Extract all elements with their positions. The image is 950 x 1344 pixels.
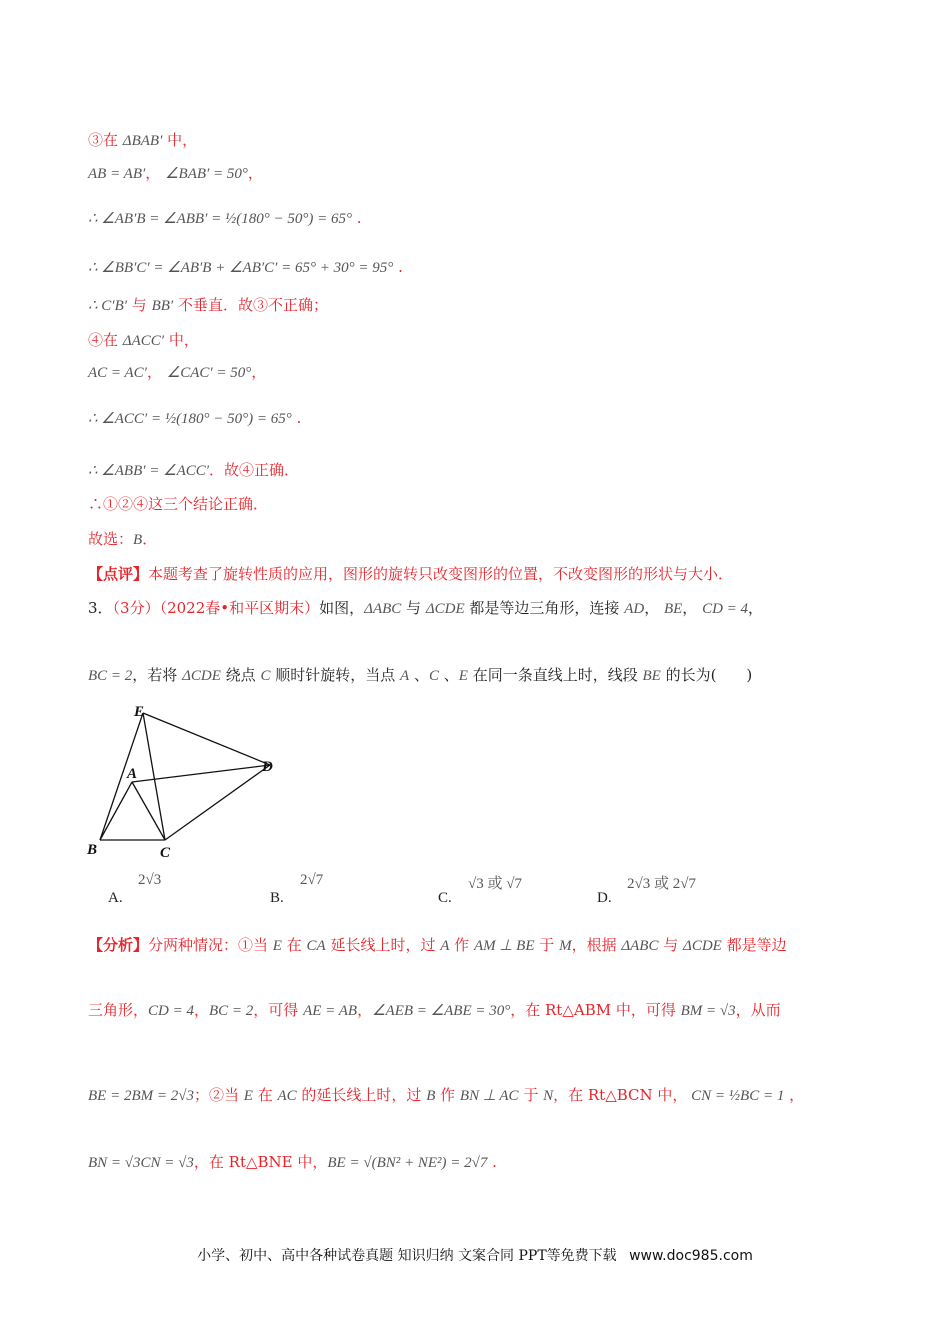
text-segment: 都是等边 xyxy=(721,936,787,954)
text-line xyxy=(88,208,362,229)
text-segment: ．故④正确． xyxy=(209,461,300,479)
math-expression: M xyxy=(559,938,572,954)
text-segment: 在同一条直线上时，线段 xyxy=(467,666,643,684)
math-expression: A xyxy=(440,938,450,954)
text-segment: 不垂直．故③不正确； xyxy=(173,296,328,314)
text-segment: ，可得 xyxy=(253,1001,304,1019)
math-expression: AE = AB xyxy=(303,1003,358,1019)
text-segment: ，在 Rt△BNE 中， xyxy=(193,1153,328,1171)
text-segment: 绕点 xyxy=(220,666,261,684)
label-A: A xyxy=(127,766,138,782)
segment-AB xyxy=(100,782,132,840)
text-segment: ． xyxy=(142,530,158,548)
text-segment: ④在 xyxy=(88,331,123,349)
text-line xyxy=(88,598,763,619)
text-segment: ，若将 xyxy=(132,666,183,684)
text-segment: 于 xyxy=(534,936,560,954)
footer xyxy=(0,1245,950,1265)
text-line xyxy=(88,564,733,584)
text-line xyxy=(88,257,403,278)
math-expression: CD = 4 xyxy=(702,601,749,617)
text-line xyxy=(88,130,197,151)
geometry-figure xyxy=(82,700,282,865)
text-segment: ，在 Rt△BCN 中， xyxy=(553,1086,688,1104)
math-expression: ∴ ∠BB′C′ = ∠AB′B + ∠AB′C′ = 65° + 30° = 95° xyxy=(88,260,394,276)
footer-text: 小学、初中、高中各种试卷真题 知识归纳 文案合同 PPT等免费下载 xyxy=(197,1248,617,1264)
text-segment: ；②当 xyxy=(193,1086,244,1104)
math-expression: CN = ½BC = 1 xyxy=(687,1088,785,1104)
label-E: E xyxy=(134,704,145,720)
text-line xyxy=(88,935,787,956)
text-segment: 在 xyxy=(252,1086,278,1104)
math-expression: ∴ ∠ABB′ = ∠ACC′ xyxy=(88,463,210,479)
math-expression: ∴ ∠AB′B = ∠ABB′ = ½(180° − 50°) = 65° xyxy=(88,211,352,227)
math-expression: A xyxy=(400,668,410,684)
text-segment: . xyxy=(351,209,362,227)
text-line xyxy=(88,408,301,429)
text-segment: 【分析】 xyxy=(88,936,149,954)
math-expression: ΔABC xyxy=(621,938,659,954)
text-segment: 延长线上时，过 xyxy=(325,936,441,954)
text-line xyxy=(88,665,752,686)
text-line xyxy=(88,1000,781,1021)
text-segment: 的长为( ) xyxy=(660,666,753,684)
text-segment: 、 xyxy=(438,666,459,684)
label-C: C xyxy=(160,845,171,861)
text-segment: ∴①②④这三个结论正确． xyxy=(88,495,269,513)
math-expression: E xyxy=(458,668,468,684)
text-segment: ， xyxy=(145,164,166,182)
math-expression: BC = 2 xyxy=(209,1003,254,1019)
text-segment: ，根据 xyxy=(571,936,622,954)
text-segment: 于 xyxy=(518,1086,544,1104)
text-line xyxy=(88,295,328,316)
option-a[interactable] xyxy=(108,872,162,907)
text-segment: ， xyxy=(644,599,664,617)
text-segment: 与 xyxy=(658,936,684,954)
math-expression: BN = √3CN = √3 xyxy=(88,1155,194,1171)
math-expression: C xyxy=(428,668,439,684)
text-segment: 分两种情况：①当 xyxy=(148,936,273,954)
text-segment: ， xyxy=(146,363,167,381)
text-segment: ③在 xyxy=(88,131,123,149)
text-segment: （3分）（2022春•和平区期末） xyxy=(112,599,320,617)
math-expression: BE = 2BM = 2√3 xyxy=(88,1088,194,1104)
math-expression: E xyxy=(272,938,282,954)
text-segment: ， xyxy=(682,599,703,617)
math-expression: E xyxy=(243,1088,253,1104)
text-segment: 作 xyxy=(435,1086,460,1104)
math-expression: B xyxy=(426,1088,436,1104)
math-expression: ∠BAB′ = 50° xyxy=(165,166,248,182)
math-expression: AB = AB′ xyxy=(88,166,146,182)
option-value: 2√3 xyxy=(138,872,162,888)
text-segment: ， xyxy=(748,599,764,617)
text-segment: ，在 Rt△ABM 中，可得 xyxy=(510,1001,681,1019)
option-value: 2√7 xyxy=(300,872,324,888)
math-expression: AC xyxy=(277,1088,297,1104)
text-line xyxy=(88,1085,804,1106)
math-expression: BN ⊥ AC xyxy=(459,1088,519,1104)
option-b[interactable] xyxy=(270,872,324,907)
option-value: 2√3 或 2√7 xyxy=(627,876,696,892)
math-expression: BB′ xyxy=(151,298,174,314)
segment-ED xyxy=(143,713,270,765)
math-expression: ΔBAB′ xyxy=(122,133,163,149)
text-segment: 中， xyxy=(164,331,199,349)
math-expression: ΔABC xyxy=(364,601,402,617)
text-segment: . xyxy=(487,1153,497,1171)
text-segment: . xyxy=(291,409,302,427)
text-segment: 与 xyxy=(127,296,152,314)
text-line xyxy=(88,529,157,550)
math-expression: BM = √3 xyxy=(680,1003,736,1019)
math-expression: B xyxy=(133,532,143,548)
option-d[interactable] xyxy=(597,876,696,907)
text-segment: 如图， xyxy=(319,599,365,617)
option-value: √3 或 √7 xyxy=(468,876,522,892)
math-expression: BE = √(BN² + NE²) = 2√7 xyxy=(327,1155,488,1171)
label-B: B xyxy=(87,842,98,858)
math-expression: BE xyxy=(642,668,661,684)
text-segment: 都是等边三角形，连接 xyxy=(464,599,625,617)
math-expression: BE xyxy=(663,601,683,617)
math-expression: ∴ C′B′ xyxy=(88,298,128,314)
math-expression: CD = 4 xyxy=(148,1003,194,1019)
math-expression: ∠AEB = ∠ABE = 30° xyxy=(372,1003,511,1019)
text-segment: 在 xyxy=(281,936,307,954)
text-segment: ， xyxy=(247,164,263,182)
math-expression: AD xyxy=(624,601,645,617)
option-letter: B. xyxy=(270,890,284,906)
text-segment: 的延长线上时，过 xyxy=(296,1086,427,1104)
text-segment: ， xyxy=(193,1001,209,1019)
text-segment: 【点评】 xyxy=(88,565,149,583)
math-expression: ΔCDE xyxy=(683,938,722,954)
text-segment: 3． xyxy=(88,599,113,617)
text-segment: 中， xyxy=(162,131,198,149)
option-letter: C. xyxy=(438,890,452,906)
text-segment: ，从而 xyxy=(735,1001,781,1019)
text-segment: 、 xyxy=(409,666,429,684)
math-expression: CA xyxy=(306,938,326,954)
label-D: D xyxy=(262,759,273,775)
math-expression: C xyxy=(260,668,271,684)
math-expression: AM ⊥ BE xyxy=(473,938,535,954)
text-segment: ， xyxy=(784,1086,805,1104)
text-segment: ， xyxy=(357,1001,373,1019)
text-segment: 与 xyxy=(401,599,426,617)
text-segment: . xyxy=(393,258,403,276)
math-expression: ∠CAC′ = 50° xyxy=(166,365,252,381)
math-expression: ∴ ∠ACC′ = ½(180° − 50°) = 65° xyxy=(88,411,292,427)
text-line xyxy=(88,163,263,184)
text-line xyxy=(88,330,199,351)
text-segment: 本题考查了旋转性质的应用，图形的旋转只改变图形的位置，不改变图形的形状与大小． xyxy=(148,565,734,583)
math-expression: ΔACC′ xyxy=(122,333,165,349)
text-line xyxy=(88,362,266,383)
footer-url[interactable]: www.doc985.com xyxy=(629,1248,753,1264)
math-expression: ΔCDE xyxy=(425,601,465,617)
text-segment: ， xyxy=(251,363,267,381)
text-segment: 顺时针旋转，当点 xyxy=(270,666,400,684)
text-segment: 三角形， xyxy=(88,1001,149,1019)
math-expression: ΔCDE xyxy=(182,668,221,684)
text-line xyxy=(88,1152,497,1173)
text-line xyxy=(88,494,268,514)
text-segment: 作 xyxy=(449,936,474,954)
option-letter: A. xyxy=(108,890,123,906)
math-expression: BC = 2 xyxy=(88,668,133,684)
math-expression: N xyxy=(543,1088,554,1104)
option-letter: D. xyxy=(597,890,612,906)
option-c[interactable] xyxy=(438,876,522,907)
text-line xyxy=(88,460,299,481)
text-segment: 故选： xyxy=(88,530,134,548)
math-expression: AC = AC′ xyxy=(88,365,147,381)
